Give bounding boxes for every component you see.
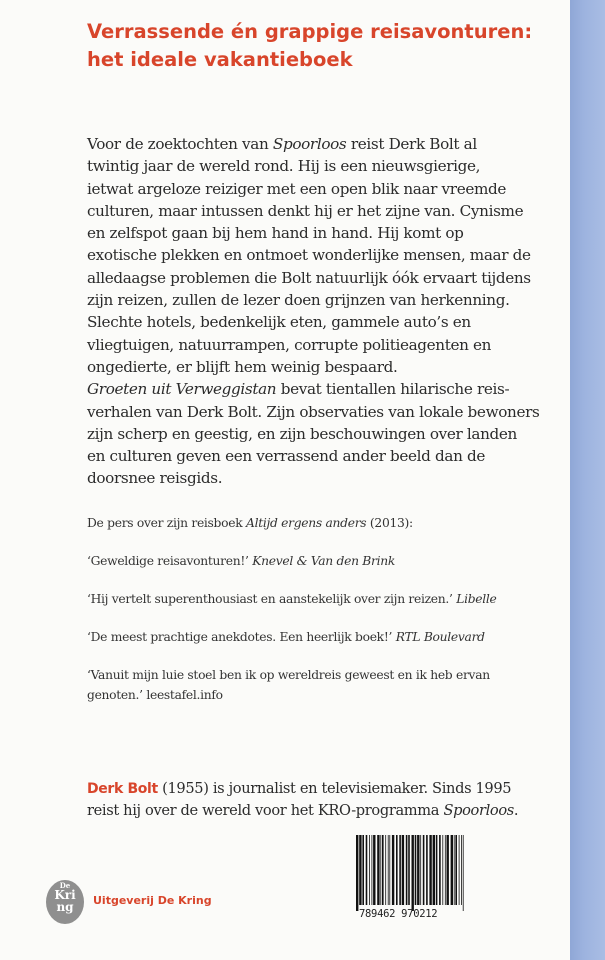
blurb-text: Slechte hotels, bedenkelijk eten, gammele auto’s en [87, 313, 471, 332]
blurb-text [87, 133, 567, 490]
barcode-bar [463, 835, 464, 911]
blurb-line [87, 133, 567, 155]
blurb-line [87, 423, 567, 445]
barcode-bars [355, 835, 467, 911]
spine-edge [570, 0, 605, 960]
quote-source: Knevel & Van den Brink [252, 554, 396, 568]
publisher-name: Uitgeverij De Kring [93, 894, 212, 907]
blurb-line [87, 311, 567, 333]
blurb-text: reist Derk Bolt al [346, 135, 477, 153]
barcode-bar [385, 835, 386, 905]
barcode-bar [369, 835, 370, 905]
barcode-bar [396, 835, 398, 905]
press-intro-text: De pers over zijn reisboek [87, 516, 246, 530]
blurb-line [87, 155, 567, 177]
blurb-line [87, 178, 567, 200]
cover-headline [87, 18, 567, 74]
isbn-number: 789462 970212 [359, 908, 438, 920]
quote-text: genoten.’ leestafel.info [87, 688, 223, 702]
blurb-line [87, 445, 567, 467]
blurb-line [87, 356, 567, 378]
barcode-bar [459, 835, 460, 905]
barcode-bar [447, 835, 449, 905]
blurb-text: verhalen van Derk Bolt. Zijn observaties van lokale bewoners [87, 402, 540, 421]
quote-source: Libelle [456, 592, 497, 606]
barcode-bar [356, 835, 358, 911]
blurb-text: alledaagse problemen die Bolt natuurlijk óók ervaart tijdens [87, 268, 531, 287]
blurb-line [87, 200, 567, 222]
blurb-text: zijn reizen, zullen de lezer doen grijnzen van herkenning. [87, 291, 510, 310]
press-quote [87, 551, 395, 571]
barcode-bar [377, 835, 379, 905]
blurb-line [87, 467, 567, 489]
quote-source: RTL Boulevard [395, 630, 485, 644]
author-bio [87, 778, 518, 822]
blurb-line [87, 222, 567, 244]
blurb-text: exotische plekken en ontmoet wonderlijke mensen, maar de [87, 246, 531, 265]
italic-title: Spoorloos [272, 135, 347, 153]
barcode-bar [366, 835, 368, 905]
barcode-bar [372, 835, 373, 905]
program-name: Spoorloos [443, 802, 514, 819]
blurb-line [87, 334, 567, 356]
press-quote [87, 589, 497, 609]
italic-title: Groeten uit Verweggistan [87, 380, 277, 399]
barcode-bar [433, 835, 435, 905]
barcode-bar [439, 835, 441, 905]
blurb-text: Voor de zoektochten van [87, 135, 273, 153]
bio-text: . [513, 802, 519, 819]
blurb-text: ietwat argeloze reiziger met een open blik naar vreemde [87, 179, 507, 198]
barcode [355, 835, 467, 923]
barcode-bar [417, 835, 419, 905]
barcode-bar [423, 835, 425, 905]
author-name: Derk Bolt [87, 781, 158, 797]
barcode-bar [455, 835, 457, 905]
quote-text: ‘Vanuit mijn luie stoel ben ik op wereldreis geweest en ik heb ervan [87, 668, 490, 682]
blurb-line [87, 244, 567, 266]
barcode-bar [445, 835, 446, 905]
barcode-bar [380, 835, 381, 905]
barcode-bar [389, 835, 390, 905]
barcode-bar [454, 835, 455, 905]
barcode-bar [412, 835, 414, 911]
blurb-text: twintig jaar de wereld rond. Hij is een nieuwsgierige, [87, 157, 481, 176]
barcode-bar [408, 835, 410, 905]
blurb-line [87, 378, 567, 400]
barcode-bar [461, 835, 462, 905]
barcode-bar [420, 835, 421, 905]
barcode-bar [359, 835, 361, 905]
barcode-bar [388, 835, 389, 905]
barcode-bar [451, 835, 453, 905]
blurb-text: vliegtuigen, natuurrampen, corrupte politieagenten en [87, 335, 492, 354]
barcode-bar [399, 835, 401, 905]
blurb-text: ongedierte, er blijft hem weinig bespaard. [87, 357, 398, 376]
blurb-line [87, 267, 567, 289]
headline-line: Verrassende én grappige reisavonturen: [87, 20, 533, 43]
book-title: Altijd ergens anders [245, 516, 367, 530]
barcode-bar [436, 835, 438, 905]
headline-line: het ideale vakantieboek [87, 48, 353, 71]
blurb-line [87, 289, 567, 311]
barcode-bar [382, 835, 384, 905]
press-quote [87, 665, 490, 705]
barcode-bar [392, 835, 394, 905]
bio-text: (1955) is journalist en televisiemaker. Sinds 1995 [157, 780, 512, 797]
quote-text: ‘Geweldige reisavonturen!’ [87, 554, 253, 568]
blurb-text: bevat tientallen hilarische reis- [276, 380, 510, 399]
barcode-bar [406, 835, 408, 905]
barcode-bar [362, 835, 364, 905]
blurb-text: culturen, maar intussen denkt hij er het zijne van. Cynisme [87, 201, 524, 220]
publisher-logo: De Kri ng [46, 880, 84, 924]
barcode-bar [426, 835, 428, 905]
barcode-bar [442, 835, 443, 905]
blurb-text: en zelfspot gaan bij hem hand in hand. Hij komt op [87, 224, 464, 243]
barcode-bar [402, 835, 404, 905]
blurb-text: en culturen geven een verrassend ander beeld dan de [87, 447, 485, 466]
barcode-bar [415, 835, 417, 905]
barcode-bar [429, 835, 431, 905]
bio-text: reist hij over de wereld voor het KRO-programma [87, 802, 444, 819]
barcode-bar [373, 835, 375, 905]
press-intro [87, 513, 413, 533]
quote-text: ‘Hij vertelt superenthousiast en aanstekelijk over zijn reizen.’ [87, 592, 457, 606]
press-intro-text: (2013): [366, 516, 413, 530]
blurb-text: doorsnee reisgids. [87, 469, 223, 488]
quote-text: ‘De meest prachtige anekdotes. Een heerlijk boek!’ [87, 630, 396, 644]
press-quote [87, 627, 485, 647]
blurb-line [87, 401, 567, 423]
blurb-text: zijn scherp en geestig, en zijn beschouwingen over landen [87, 424, 517, 443]
